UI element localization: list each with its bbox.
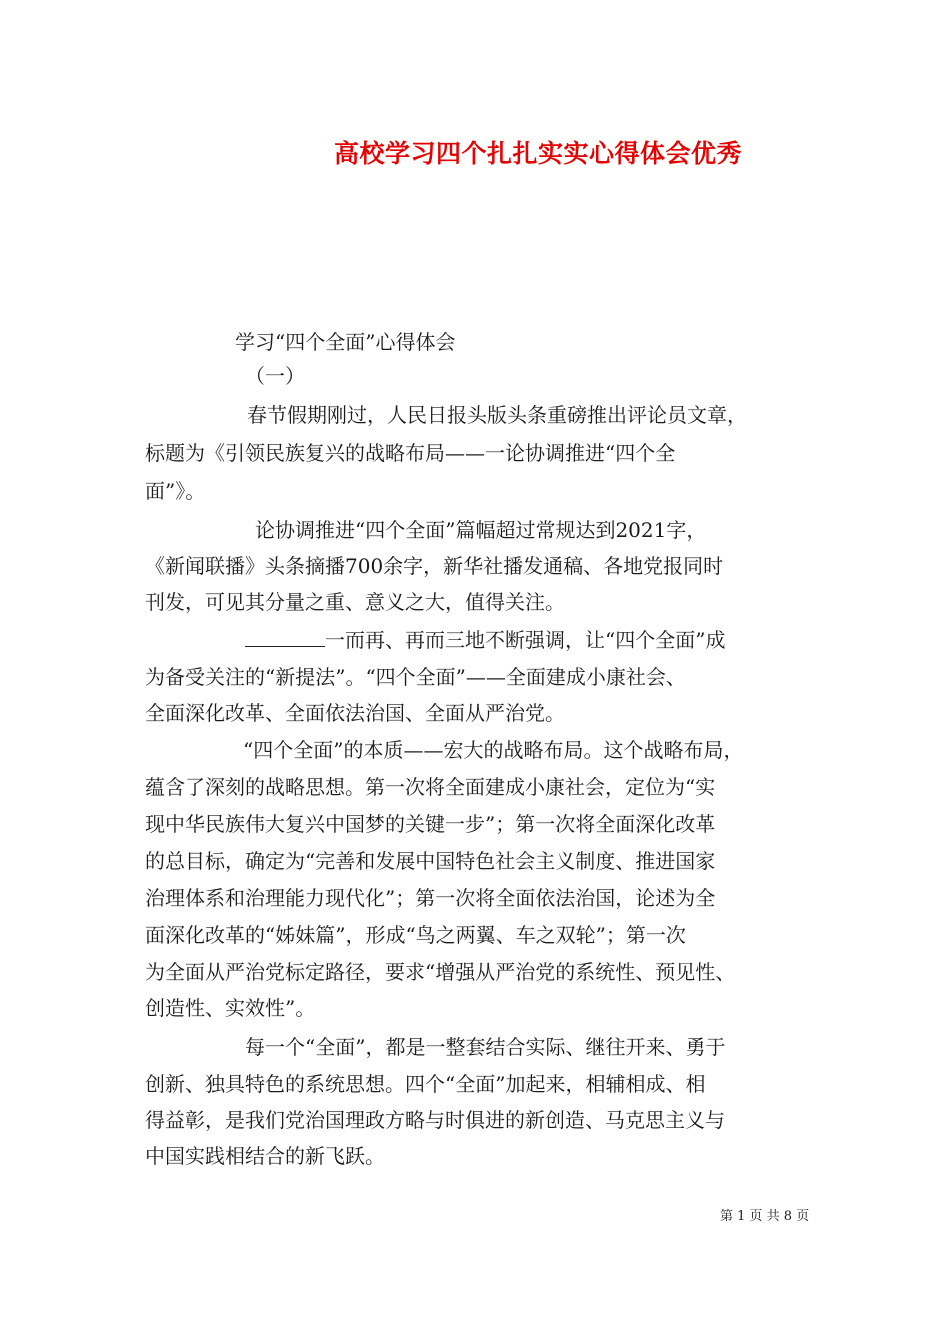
paragraph-2-line: 《新闻联播》头条摘播700余字，新华社播发通稿、各地党报同时 <box>145 554 724 578</box>
document-subtitle: 学习“四个全面”心得体会 <box>235 330 456 354</box>
paragraph-4-line: 现中华民族伟大复兴中国梦的关键一步”；第一次将全面深化改革 <box>145 812 716 836</box>
paragraph-4-line: 治理体系和治理能力现代化”；第一次将全面依法治国，论述为全 <box>145 886 716 910</box>
paragraph-3-line: 全面深化改革、全面依法治国、全面从严治党。 <box>145 701 565 725</box>
paragraph-4-line: “四个全面”的本质——宏大的战略布局。这个战略布局， <box>243 738 744 762</box>
paragraph-3-line <box>245 624 725 653</box>
document-title: 高校学习四个扎扎实实心得体会优秀 <box>334 139 743 168</box>
paragraph-4-line: 面深化改革的“姊妹篇”，形成“鸟之两翼、车之双轮”；第一次 <box>145 923 686 947</box>
paragraph-2-line: 刊发，可见其分量之重、意义之大，值得关注。 <box>145 590 565 614</box>
paragraph-3-line: 为备受关注的“新提法”。“四个全面”——全面建成小康社会、 <box>145 665 686 689</box>
paragraph-4-line: 创造性、实效性”。 <box>145 996 316 1020</box>
paragraph-1-line: 春节假期刚过，人民日报头版头条重磅推出评论员文章， <box>247 403 747 427</box>
section-number: （一） <box>245 364 305 388</box>
paragraph-1-line: 标题为《引领民族复兴的战略布局——一论协调推进“四个全 <box>145 441 676 465</box>
paragraph-2-line: 论协调推进“四个全面”篇幅超过常规达到2021字， <box>255 518 707 542</box>
paragraph-4-line: 蕴含了深刻的战略思想。第一次将全面建成小康社会，定位为“实 <box>145 775 716 799</box>
paragraph-1-line: 面”》。 <box>145 479 206 503</box>
page-number-footer: 第 1 页 共 8 页 <box>720 1209 810 1224</box>
paragraph-3-line-text: 一而再、再而三地不断强调，让“四个全面”成 <box>325 628 726 652</box>
fill-in-blank <box>245 632 325 647</box>
paragraph-4-line: 为全面从严治党标定路径，要求“增强从严治党的系统性、预见性、 <box>145 960 736 984</box>
paragraph-5-line: 创新、独具特色的系统思想。四个“全面”加起来，相辅相成、相 <box>145 1072 706 1096</box>
paragraph-5-line: 中国实践相结合的新飞跃。 <box>145 1144 385 1168</box>
paragraph-5-line: 得益彰，是我们党治国理政方略与时俱进的新创造、马克思主义与 <box>145 1108 725 1132</box>
paragraph-5-line: 每一个“全面”，都是一整套结合实际、继往开来、勇于 <box>245 1035 726 1059</box>
paragraph-4-line: 的总目标，确定为“完善和发展中国特色社会主义制度、推进国家 <box>145 849 716 873</box>
